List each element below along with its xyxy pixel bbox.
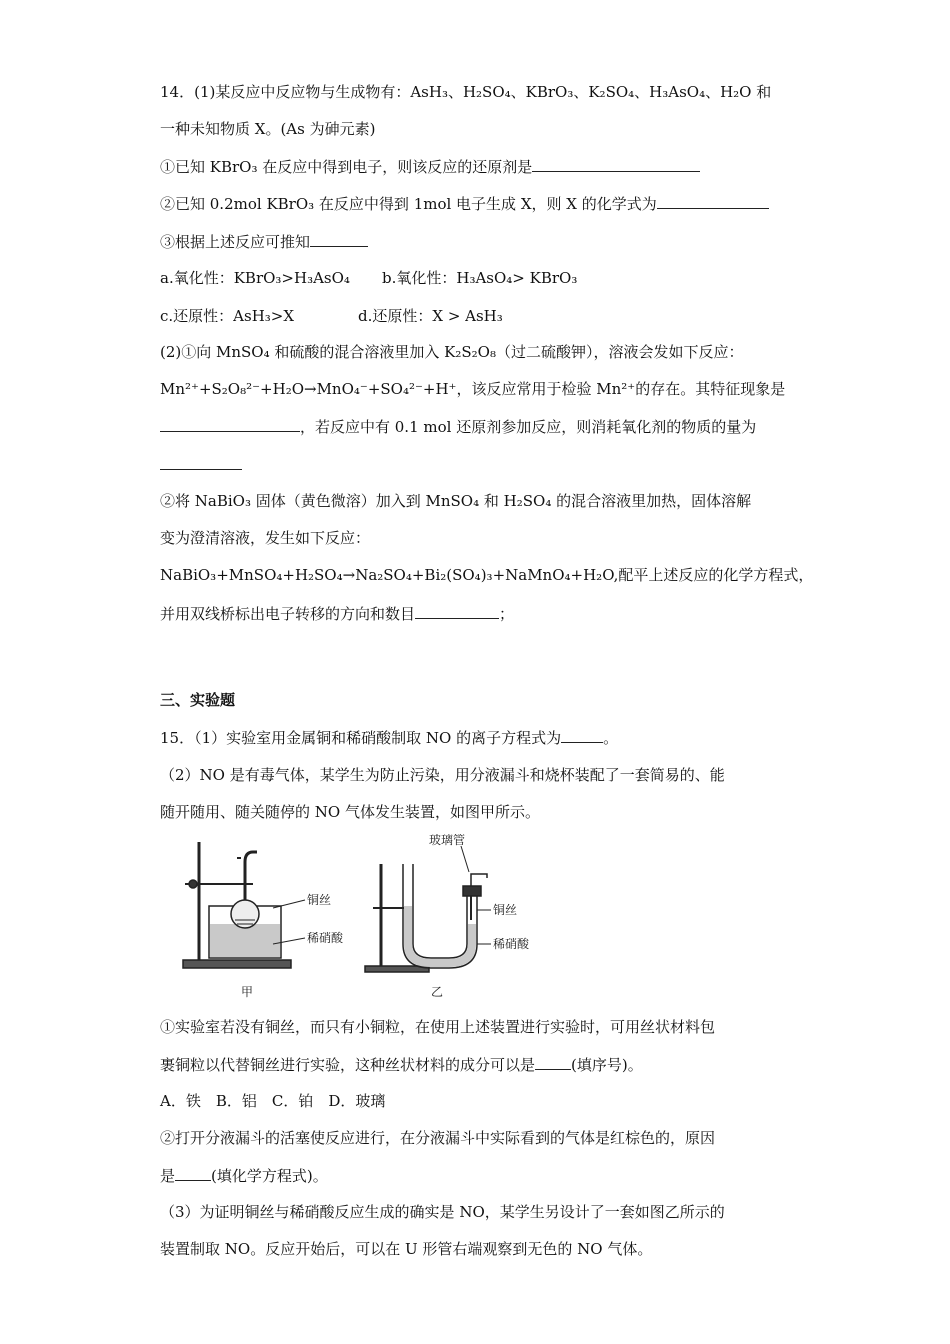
answer-blank[interactable] xyxy=(657,193,769,209)
q14-line-14: NaBiO₃+MnSO₄+H₂SO₄→Na₂SO₄+Bi₂(SO₄)₃+NaMnO₄+H₂O,配平上述反应的化学方程式， xyxy=(160,566,814,584)
answer-blank[interactable] xyxy=(415,603,499,619)
q14-line-13: 变为澄清溶液，发生如下反应： xyxy=(160,529,371,547)
answer-blank[interactable] xyxy=(310,231,368,247)
q14-line-15-text: 并用双线桥标出电子转移的方向和数目 xyxy=(160,605,416,623)
answer-blank[interactable] xyxy=(160,454,242,470)
q15-line-10: 装置制取 NO。反应开始后，可以在 U 形管右端观察到无色的 NO 气体。 xyxy=(160,1240,653,1258)
answer-blank[interactable] xyxy=(532,156,700,172)
stand-base xyxy=(183,960,291,968)
label-acid-jia: 稀硝酸 xyxy=(307,931,344,945)
q14-line-9: Mn²⁺+S₂O₈²⁻+H₂O→MnO₄⁻+SO₄²⁻+H⁺，该反应常用于检验 Mn²⁺的存在。其特征现象是 xyxy=(160,380,786,398)
q14-option-a: a.氧化性：KBrO₃>H₃AsO₄ xyxy=(160,269,350,287)
stopper xyxy=(463,886,481,896)
q15-line-5-end: (填序号)。 xyxy=(571,1056,643,1074)
q14-line-10 xyxy=(160,416,756,437)
caption-jia: 甲 xyxy=(241,985,254,999)
q15-line-9: （3）为证明铜丝与稀硝酸反应生成的确实是 NO，某学生另设计了一套如图乙所示的 xyxy=(160,1203,725,1221)
q15-line-1 xyxy=(160,727,618,748)
q15-line-7: ②打开分液漏斗的活塞使反应进行，在分液漏斗中实际看到的气体是红棕色的，原因 xyxy=(160,1129,716,1147)
answer-blank[interactable] xyxy=(535,1054,571,1070)
label-wire-jia: 铜丝 xyxy=(307,893,332,907)
q15-line-8-text: 是 xyxy=(160,1167,176,1185)
q14-line-11 xyxy=(160,454,242,475)
q15-line-3: 随开随用、随关随停的 NO 气体发生装置，如图甲所示。 xyxy=(160,803,540,821)
caption-yi: 乙 xyxy=(431,985,444,999)
label-glass-tube: 玻璃管 xyxy=(429,834,466,847)
answer-blank[interactable] xyxy=(160,416,300,432)
label-acid-yi: 稀硝酸 xyxy=(493,937,530,951)
q14-sub1-text: ①已知 KBrO₃ 在反应中得到电子，则该反应的还原剂是 xyxy=(160,158,533,176)
q15-line-1-text: 15．（1）实验室用金属铜和稀硝酸制取 NO 的离子方程式为 xyxy=(160,729,562,747)
q15-line-1-end: 。 xyxy=(603,729,619,747)
answer-blank[interactable] xyxy=(561,727,603,743)
apparatus-yi xyxy=(365,846,491,972)
q14-line-15-end: ； xyxy=(499,605,515,623)
apparatus-figure xyxy=(165,834,545,1004)
q14-line-5 xyxy=(160,231,368,252)
q15-options: A．铁 B．铝 C．铂 D．玻璃 xyxy=(160,1092,386,1110)
answer-blank[interactable] xyxy=(175,1165,211,1181)
acid-liquid xyxy=(210,924,280,957)
q15-line-2: （2）NO 是有毒气体，某学生为防止污染，用分液漏斗和烧杯装配了一套简易的、能 xyxy=(160,766,725,784)
funnel-stem xyxy=(245,852,257,900)
q15-line-5 xyxy=(160,1054,643,1075)
q14-line-3 xyxy=(160,156,700,177)
q14-line-2: 一种未知物质 X。(As 为砷元素) xyxy=(160,120,376,138)
q14-line-15 xyxy=(160,603,514,624)
label-wire-yi: 铜丝 xyxy=(493,903,518,917)
q15-line-8-end: (填化学方程式)。 xyxy=(211,1167,328,1185)
q14-line-4 xyxy=(160,193,769,214)
q15-line-4: ①实验室若没有铜丝，而只有小铜粒，在使用上述装置进行实验时，可用丝状材料包 xyxy=(160,1018,716,1036)
q14-option-d: d.还原性：X > AsH₃ xyxy=(358,307,503,325)
q14-line-12: ②将 NaBiO₃ 固体（黄色微溶）加入到 MnSO₄ 和 H₂SO₄ 的混合溶液里加热，固体溶解 xyxy=(160,492,752,510)
q14-option-c: c.还原性：AsH₃>X xyxy=(160,307,295,325)
q15-line-8 xyxy=(160,1165,328,1186)
q14-sub3-text: ③根据上述反应可推知 xyxy=(160,233,311,251)
glass-tube xyxy=(471,874,487,886)
q14-line-8: (2)①向 MnSO₄ 和硫酸的混合溶液里加入 K₂S₂O₈（过二硫酸钾），溶液会发如下反应： xyxy=(160,343,744,361)
q15-line-5-text: 裹铜粒以代替铜丝进行实验，这种丝状材料的成分可以是 xyxy=(160,1056,536,1074)
q14-line-1: 14．(1)某反应中反应物与生成物有：AsH₃、H₂SO₄、KBrO₃、K₂SO₄、H₃AsO₄、H₂O 和 xyxy=(160,83,772,101)
apparatus-jia xyxy=(183,842,305,968)
q14-line-10-text: ，若反应中有 0.1 mol 还原剂参加反应，则消耗氧化剂的物质的量为 xyxy=(300,418,757,436)
section-title: 三、实验题 xyxy=(160,691,236,709)
q14-option-b: b.氧化性：H₃AsO₄> KBrO₃ xyxy=(382,269,578,287)
clamp-screw xyxy=(189,880,197,888)
q14-sub2-text: ②已知 0.2mol KBrO₃ 在反应中得到 1mol 电子生成 X，则 X 的化学式为 xyxy=(160,195,657,213)
